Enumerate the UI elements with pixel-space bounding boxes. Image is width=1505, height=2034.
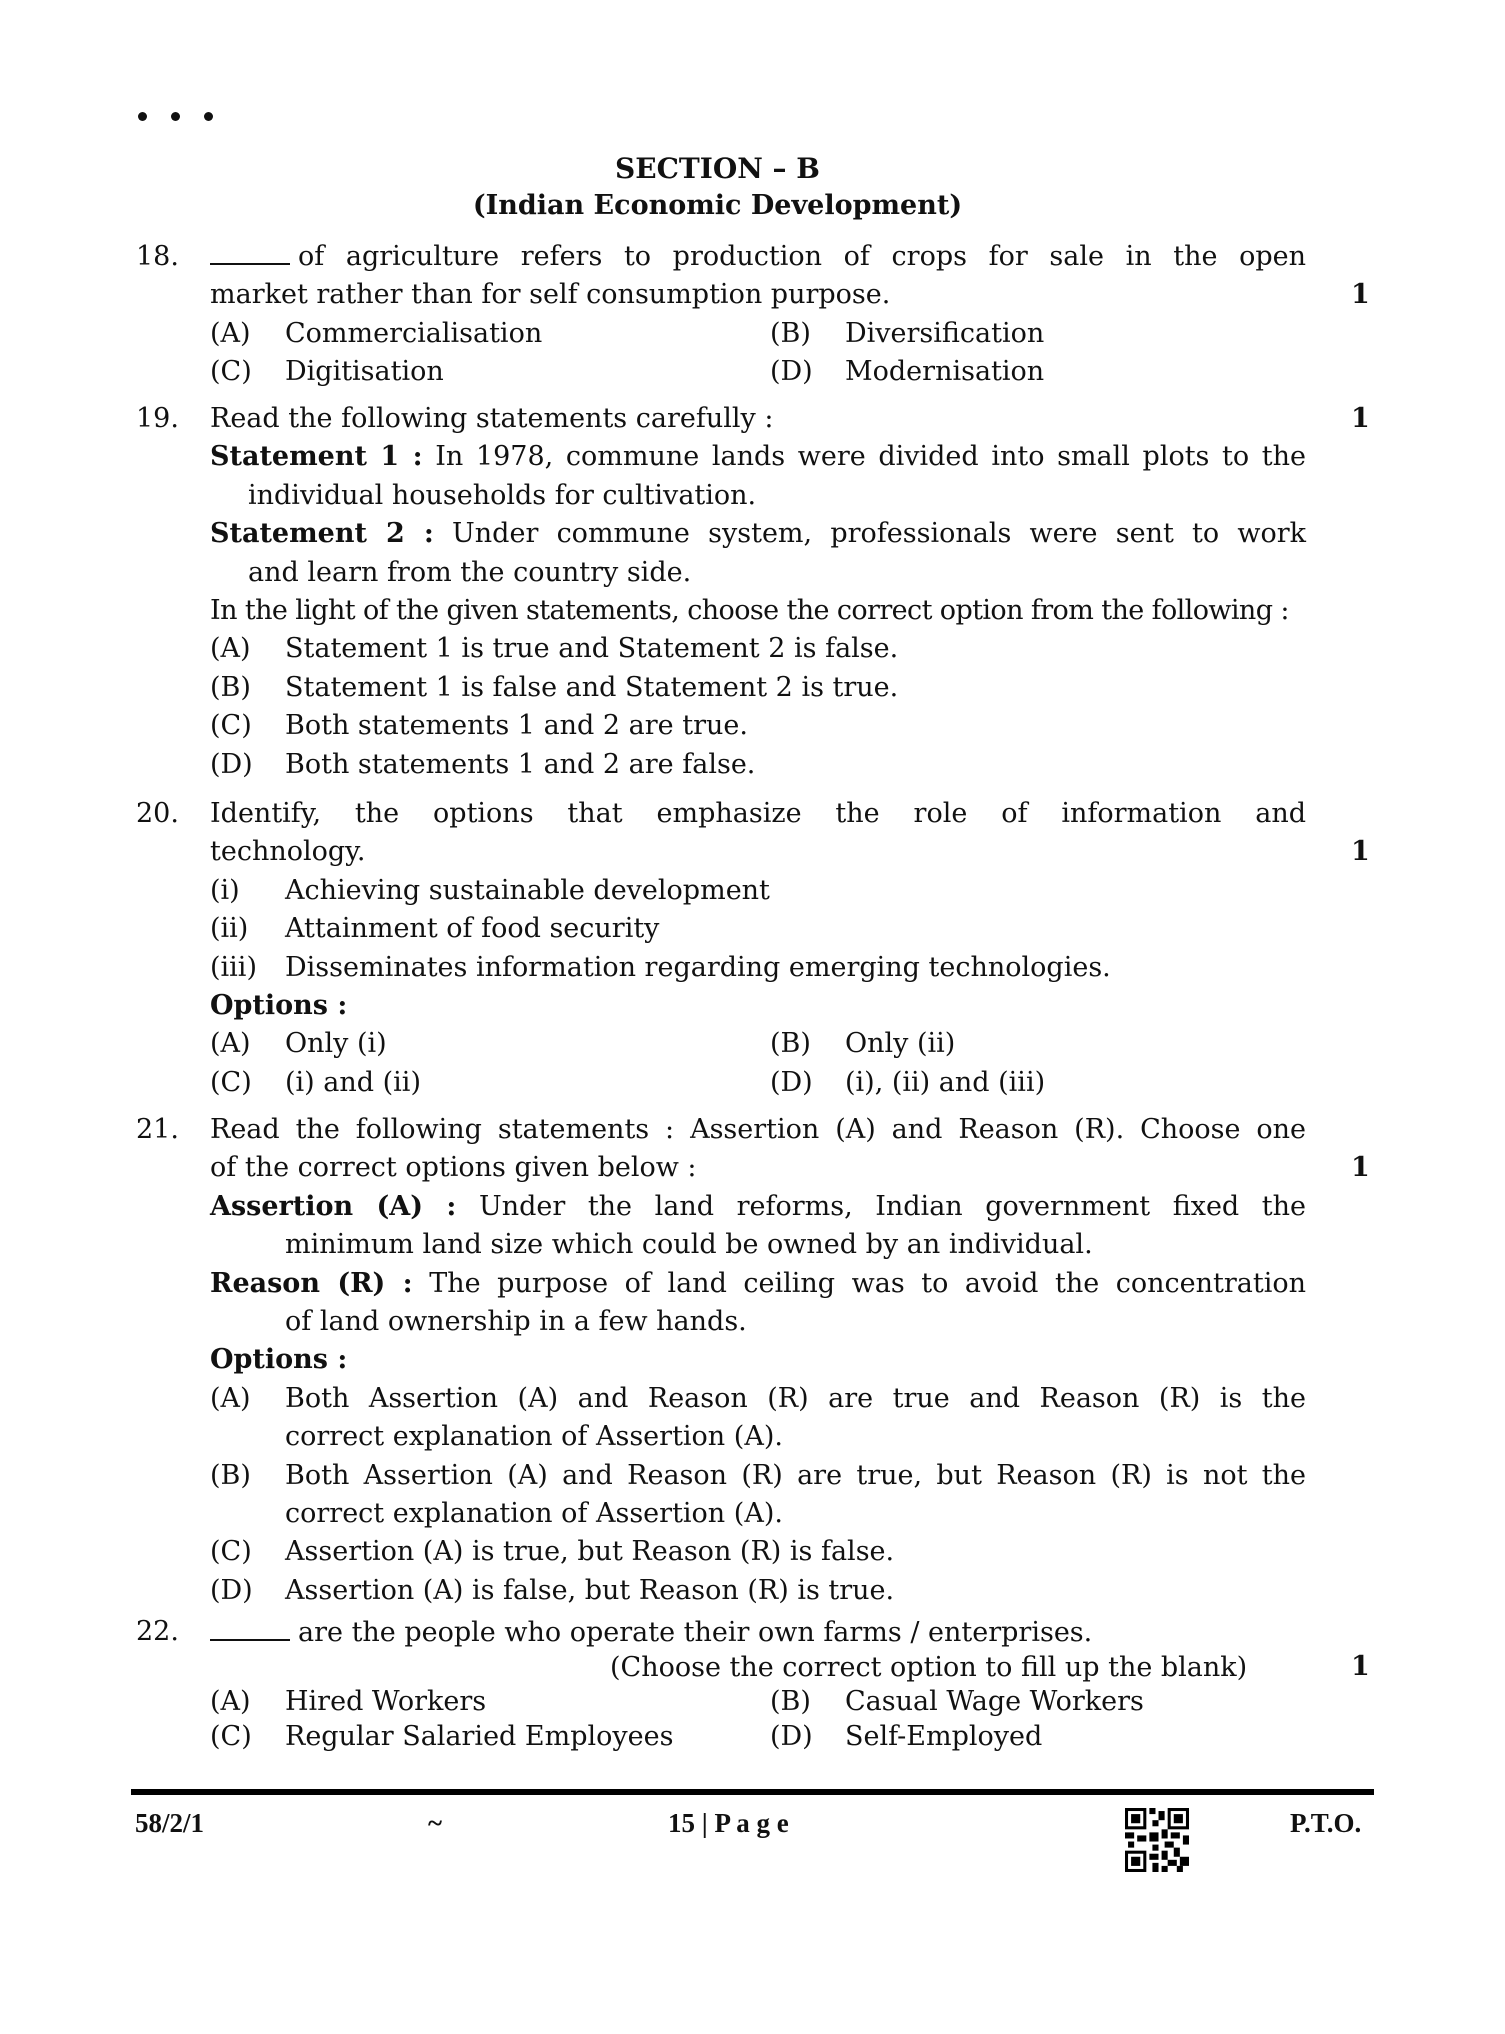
question-text-line: market rather than for self consumption purpose.: [210, 279, 891, 311]
question-intro: Read the following statements carefully :: [210, 403, 774, 434]
reason: Reason (R) : The purpose of land ceiling was to avoid the concentration: [210, 1267, 1306, 1299]
option-b[interactable]: (B) Diversification: [770, 317, 1045, 349]
option-b[interactable]: (B) Statement 1 is false and Statement 2 is true.: [210, 671, 899, 703]
question-number: 18.: [136, 241, 179, 272]
pto-label: P.T.O.: [1290, 1808, 1362, 1838]
option-b[interactable]: (B) Casual Wage Workers: [770, 1686, 1144, 1717]
options-heading: Options :: [210, 1344, 348, 1376]
statement-2: Statement 2 : Under commune system, professionals were sent to work: [210, 518, 1306, 550]
question-text-line: of agriculture refers to production of crops for sale in the open: [210, 238, 1306, 276]
option-a[interactable]: (A) Both Assertion (A) and Reason (R) are true and Reason (R) is the correct explanation of Assertion (A).: [210, 1382, 1306, 1453]
option-d[interactable]: (D) (i), (ii) and (iii): [770, 1066, 1046, 1098]
question-21: [136, 1111, 1370, 1610]
fill-blank: [210, 239, 290, 265]
question-text-line: Identify, the options that emphasize the role of information and: [210, 798, 1306, 829]
statement-1-cont: individual households for cultivation.: [248, 479, 757, 511]
option-d[interactable]: (D) Assertion (A) is false, but Reason (R) is true.: [210, 1574, 895, 1606]
question-text-line: are the people who operate their own farms / enterprises.: [210, 1615, 1306, 1651]
reason-cont: of land ownership in a few hands.: [285, 1306, 747, 1338]
marks: 1: [1351, 1650, 1370, 1682]
marks: 1: [1351, 836, 1370, 868]
option-c[interactable]: (C) Assertion (A) is true, but Reason (R) is false.: [210, 1536, 895, 1568]
option-a[interactable]: (A) Commercialisation: [210, 317, 543, 349]
item-iii: (iii) Disseminates information regarding emerging technologies.: [210, 951, 1111, 983]
question-instruction: (Choose the correct option to fill up the blank): [610, 1651, 1248, 1683]
page-number: 15 | P a g e: [668, 1808, 789, 1838]
paper-code: 58/2/1: [135, 1808, 205, 1838]
options-grid: [210, 315, 1306, 392]
question-text-line: technology.: [210, 836, 366, 868]
question-22: [136, 1615, 1370, 1754]
assertion-cont: minimum land size which could be owned by an individual.: [285, 1229, 1093, 1261]
question-20: [136, 795, 1370, 1102]
option-a[interactable]: (A) Hired Workers: [210, 1686, 487, 1717]
option-d[interactable]: (D) Self-Employed: [770, 1720, 1043, 1752]
statement-1: Statement 1 : In 1978, commune lands were divided into small plots to the: [210, 441, 1306, 473]
item-i: (i) Achieving sustainable development: [210, 874, 770, 906]
marks: 1: [1351, 1152, 1370, 1184]
option-d[interactable]: (D) Both statements 1 and 2 are false.: [210, 748, 756, 780]
statement-2-cont: and learn from the country side.: [248, 556, 692, 588]
question-prompt: In the light of the given statements, choose the correct option from the following :: [210, 595, 1289, 627]
question-number: 20.: [136, 798, 179, 829]
marks: 1: [1351, 403, 1370, 434]
option-a[interactable]: (A) Statement 1 is true and Statement 2 is false.: [210, 633, 899, 665]
qr-code-icon: [1125, 1808, 1189, 1872]
question-number: 19.: [136, 403, 179, 434]
fill-blank: [210, 1615, 290, 1641]
options-heading: Options :: [210, 990, 348, 1022]
option-c[interactable]: (C) (i) and (ii): [210, 1066, 421, 1098]
question-text-line: of the correct options given below :: [210, 1152, 697, 1184]
question-number: 21.: [136, 1114, 179, 1145]
item-ii: (ii) Attainment of food security: [210, 913, 660, 945]
question-18: [136, 238, 1370, 392]
options-grid: [210, 1025, 1306, 1102]
option-b[interactable]: (B) Both Assertion (A) and Reason (R) are true, but Reason (R) is not the correct explanation of Assertion (A).: [210, 1459, 1306, 1530]
options-grid: [210, 1685, 1306, 1754]
marks: 1: [1351, 279, 1370, 311]
ellipsis-dots-icon: [138, 112, 213, 121]
option-d[interactable]: (D) Modernisation: [770, 356, 1045, 388]
section-subtitle: (Indian Economic Development): [472, 190, 963, 221]
question-text-line: Read the following statements : Assertion (A) and Reason (R). Choose one: [210, 1114, 1306, 1145]
question-number: 22.: [136, 1616, 179, 1647]
section-title: SECTION – B: [615, 152, 820, 185]
option-a[interactable]: (A) Only (i): [210, 1028, 387, 1060]
assertion: Assertion (A) : Under the land reforms, Indian government fixed the: [210, 1190, 1306, 1222]
option-c[interactable]: (C) Regular Salaried Employees: [210, 1720, 674, 1752]
option-b[interactable]: (B) Only (ii): [770, 1028, 956, 1060]
footer-rule: [131, 1789, 1374, 1795]
option-c[interactable]: (C) Digitisation: [210, 356, 444, 388]
question-19: [136, 400, 1370, 784]
tilde-mark: ~: [428, 1808, 443, 1838]
option-c[interactable]: (C) Both statements 1 and 2 are true.: [210, 710, 748, 742]
